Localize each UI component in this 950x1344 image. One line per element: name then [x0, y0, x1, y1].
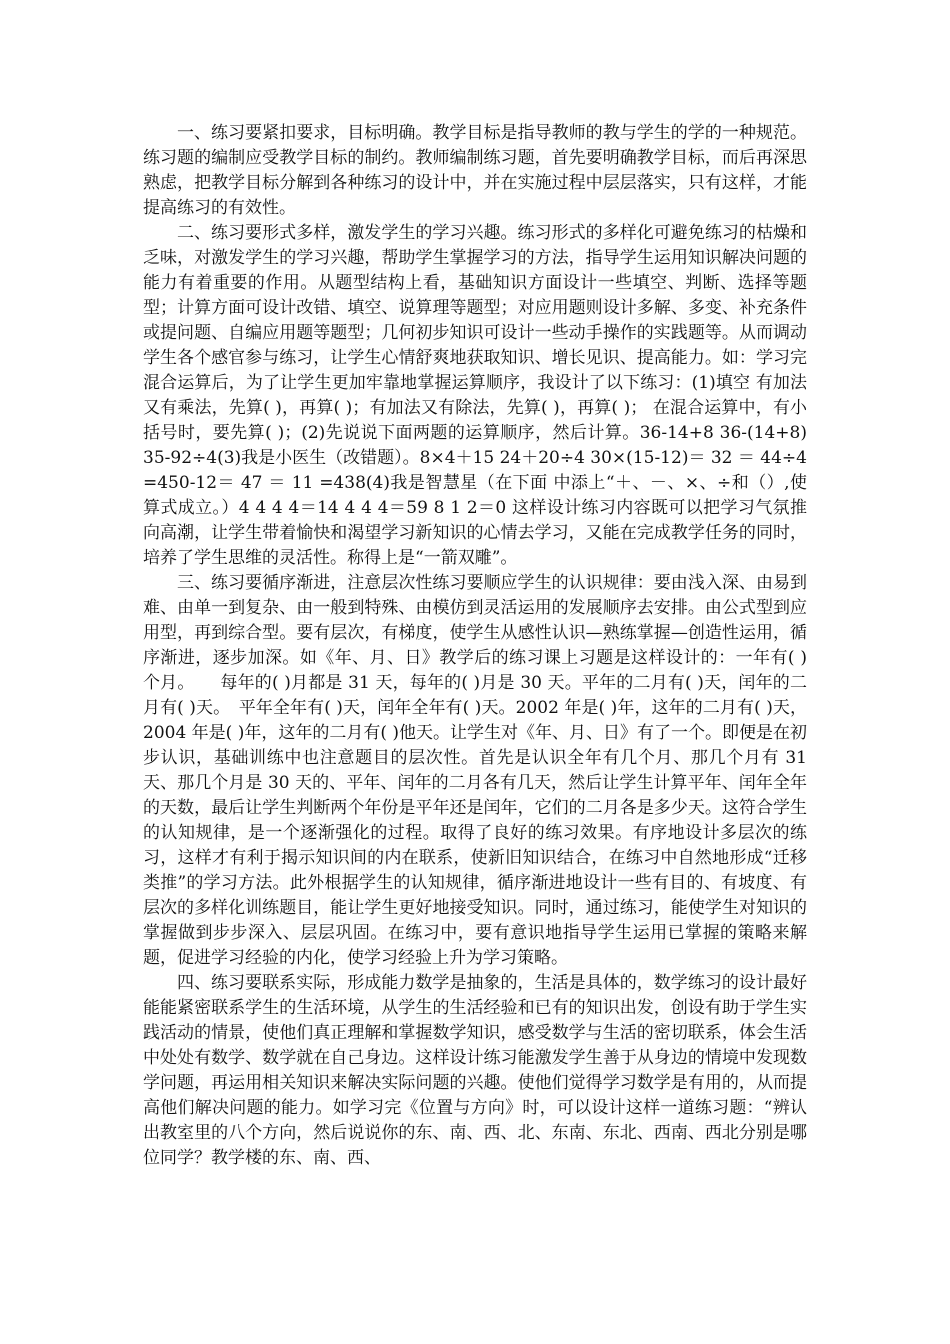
paragraph-2: 二、练习要形式多样，激发学生的学习兴趣。练习形式的多样化可避免练习的枯燥和乏味，对激发学生的学习兴趣，帮助学生掌握学习的方法，指导学生运用知识解决问题的能力有着重要的作用。从题型结构上看，基础知识方面设计一些填空、判断、选择等题型；计算方面可设计改错、填空、说算理等题型；对应用题则设计多解、多变、补充条件或提问题、自编应用题等题型；几何初步知识可设计一些动手操作的实践题等。从而调动学生各个感官参与练习，让学生心情舒爽地获取知识、增长见识、提高能力。如：学习完混合运算后，为了让学生更加牢靠地掌握运算顺序，我设计了以下练习：(1)填空 有加法又有乘法，先算( )，再算( )；有加法又有除法，先算( )，再算( )； 在混合运算中，有小括号时，要先算( )；(2)先说说下面两题的运算顺序，然后计算。36-14+8 36-(14+8) 35-92÷4(3)我是小医生（改错题）。8×4＋15 24＋20÷4 30×(15-12)＝ 32 ＝ 44÷4 =450-12＝ 47 ＝ 11 =438(4)我是智慧星（在下面 中添上“＋、－、×、÷和（）,使算式成立。）4 4 4 4＝14 4 4 4＝59 8 1 2＝0 这样设计练习内容既可以把学习气氛推向高潮，让学生带着愉快和渴望学习新知识的心情去学习，又能在完成教学任务的同时，培养了学生思维的灵活性。称得上是“一箭双雕”。 [143, 223, 807, 568]
paragraph-3: 三、练习要循序渐进，注意层次性练习要顺应学生的认识规律：要由浅入深、由易到难、由单一到复杂、由一般到特殊、由模仿到灵活运用的发展顺序去安排。由公式型到应用型，再到综合型。要有层次，有梯度，使学生从感性认识—熟练掌握—创造性运用，循序渐进，逐步加深。如《年、月、日》教学后的练习课上习题是这样设计的：一年有( )个月。 每年的( )月都是 31 天，每年的( )月是 30 天。平年的二月有( )天，闰年的二月有( )天。 平年全年有( )天，闰年全年有( )天。2002 年是( )年，这年的二月有( )天，2004 年是( )年，这年的二月有( )他天。让学生对《年、月、日》有了一个。即便是在初步认识，基础训练中也注意题目的层次性。首先是认识全年有几个月、那几个月有 31 天、那几个月是 30 天的、平年、闰年的二月各有几天，然后让学生计算平年、闰年全年的天数，最后让学生判断两个年份是平年还是闰年，它们的二月各是多少天。这符合学生的认知规律，是一个逐渐强化的过程。取得了良好的练习效果。有序地设计多层次的练习，这样才有利于揭示知识间的内在联系，使新旧知识结合，在练习中自然地形成“迁移类推”的学习方法。此外根据学生的认知规律，循序渐进地设计一些有目的、有坡度、有层次的多样化训练题目，能让学生更好地接受知识。同时，通过练习，能使学生对知识的掌握做到步步深入、层层巩固。在练习中，要有意识地指导学生运用已掌握的策略来解题，促进学习经验的内化，使学习经验上升为学习策略。 [143, 573, 808, 968]
paragraph-1: 一、练习要紧扣要求，目标明确。教学目标是指导教师的教与学生的学的一种规范。练习题的编制应受教学目标的制约。教师编制练习题，首先要明确教学目标，而后再深思熟虑，把教学目标分解到各种练习的设计中，并在实施过程中层层落实，只有这样，才能提高练习的有效性。 [143, 123, 807, 218]
paragraph-4: 四、练习要联系实际，形成能力数学是抽象的，生活是具体的，数学练习的设计最好能能紧密联系学生的生活环境，从学生的生活经验和已有的知识出发，创设有助于学生实践活动的情景，使他们真正理解和掌握数学知识，感受数学与生活的密切联系，体会生活中处处有数学、数学就在自己身边。这样设计练习能激发学生善于从身边的情境中发现数学问题，再运用相关知识来解决实际问题的兴趣。使他们觉得学习数学是有用的，从而提高他们解决问题的能力。如学习完《位置与方向》时，可以设计这样一道练习题：“辨认出教室里的八个方向，然后说说你的东、南、西、北、东南、东北、西南、西北分别是哪位同学？教学楼的东、南、西、 [143, 973, 807, 1168]
document-page [143, 121, 807, 1171]
